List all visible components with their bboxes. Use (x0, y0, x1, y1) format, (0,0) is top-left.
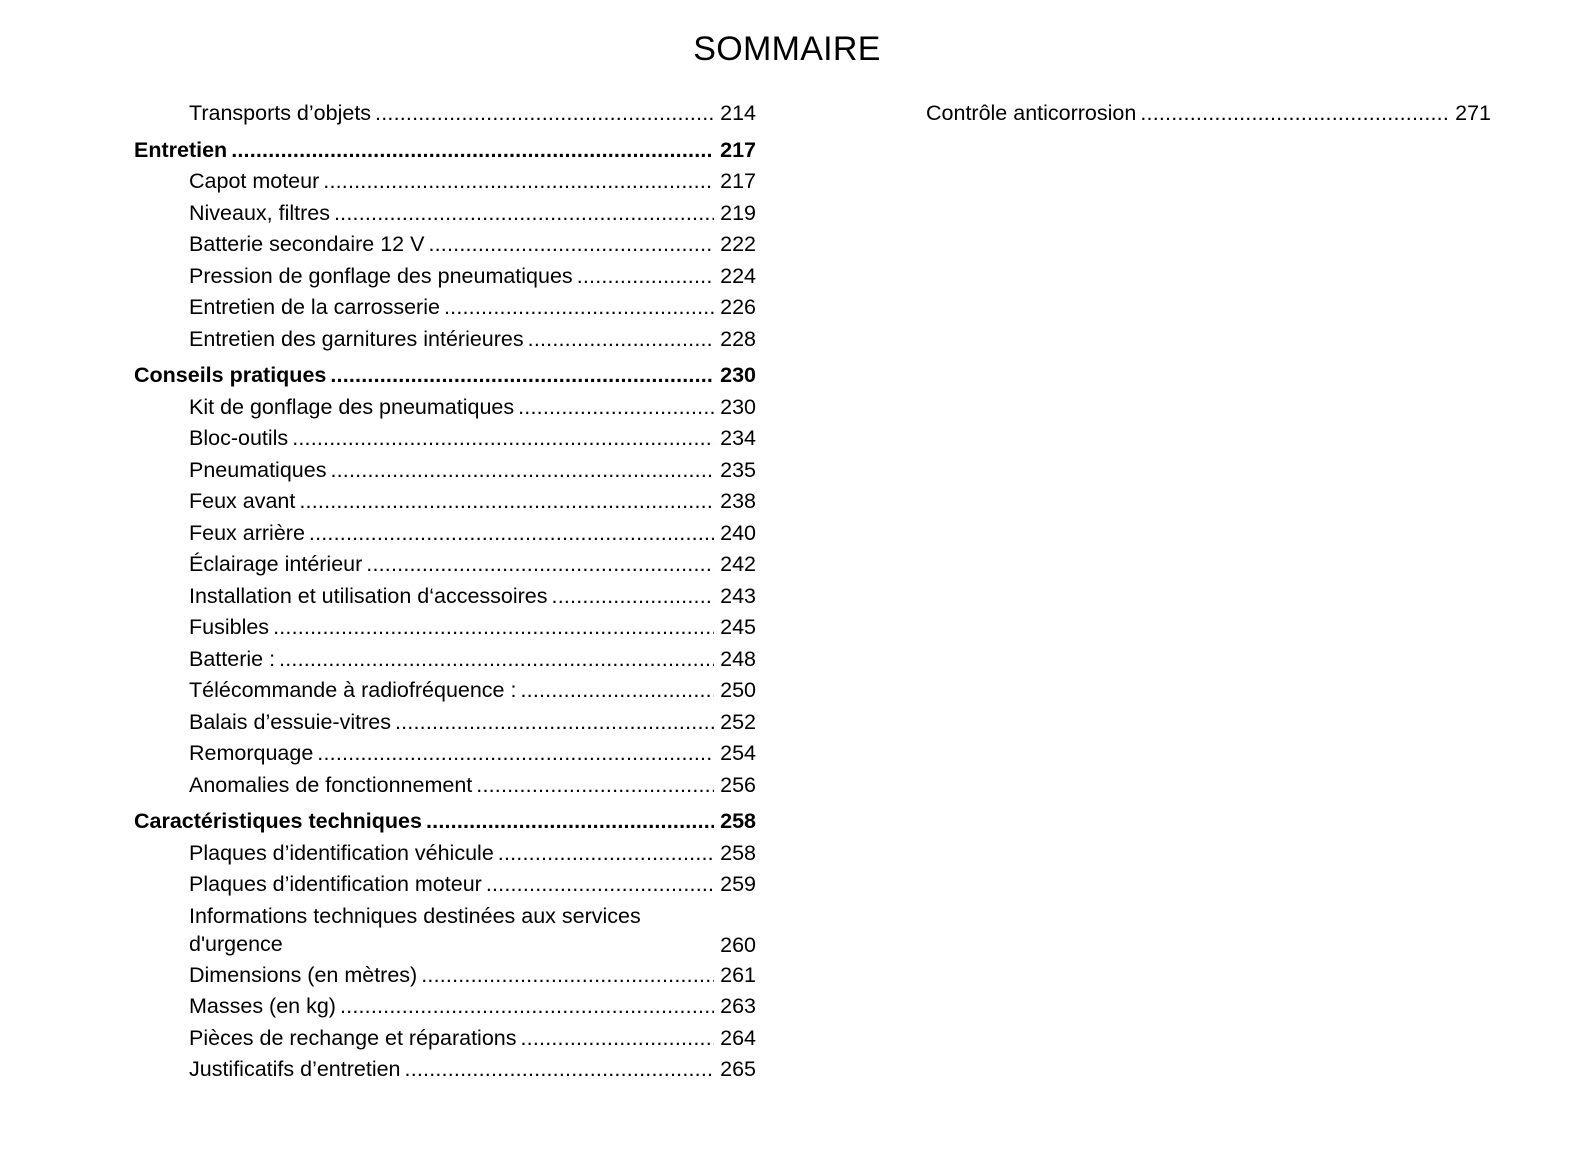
toc-entry-label: Bloc-outils (189, 426, 289, 450)
toc-section[interactable] (134, 362, 756, 394)
toc-section-page: 258 (720, 809, 756, 833)
toc-entry-label: Batterie secondaire 12 V (189, 232, 425, 256)
toc-entry-page: 263 (720, 994, 756, 1018)
toc-section-page: 217 (720, 137, 756, 162)
toc-entry-label: Feux avant (189, 489, 296, 513)
toc-entry[interactable] (134, 168, 756, 200)
dot-leader (309, 520, 714, 546)
dot-leader (444, 294, 714, 320)
toc-section[interactable] (134, 808, 756, 840)
toc-entry-label: Télécommande à radiofréquence : (189, 678, 517, 702)
toc-entry[interactable] (134, 903, 756, 962)
toc-entry-label: Feux arrière (189, 520, 305, 545)
toc-entry[interactable] (134, 871, 756, 903)
toc-entry-page: 230 (720, 394, 756, 419)
toc-entry-label: Dimensions (en mètres) (189, 962, 418, 987)
toc-entry[interactable] (134, 520, 756, 552)
toc-entry-label: Entretien des garnitures intérieures (189, 326, 524, 351)
toc-entry-label: Éclairage intérieur (189, 552, 363, 576)
toc-entry[interactable] (134, 740, 756, 772)
toc-entry-page: 254 (720, 741, 756, 765)
dot-leader (498, 840, 714, 866)
toc-entry[interactable] (134, 772, 756, 804)
toc-entry-page: 260 (720, 932, 756, 957)
toc-entry-page: 217 (720, 169, 756, 193)
dot-leader (426, 808, 714, 834)
dot-leader (231, 137, 714, 163)
dot-leader (552, 583, 715, 609)
dot-leader (366, 551, 714, 577)
toc-entry-page: 240 (720, 520, 756, 545)
dot-leader (323, 168, 714, 194)
dot-leader (375, 100, 714, 126)
toc-entry[interactable] (134, 200, 756, 232)
dot-leader (476, 772, 714, 798)
toc-entry[interactable] (134, 840, 756, 872)
toc-entry[interactable] (134, 100, 756, 132)
toc-entry-page: 235 (720, 457, 756, 482)
toc-section-page: 230 (720, 363, 756, 387)
toc-entry-page: 271 (1455, 101, 1491, 125)
toc-entry[interactable] (134, 646, 756, 678)
toc-entry-label: Justificatifs d’entretien (189, 1057, 401, 1081)
toc-entry-label: Transports d’objets (189, 101, 372, 125)
toc-entry-page: 259 (720, 872, 756, 896)
toc-section-label: Entretien (134, 137, 228, 162)
dot-leader (428, 231, 714, 257)
toc-entry[interactable] (134, 425, 756, 457)
toc-entry-page: 256 (720, 772, 756, 797)
toc-entry[interactable] (134, 294, 756, 326)
toc-entry-label: Entretien de la carrosserie (189, 295, 440, 319)
toc-entry-page: 265 (720, 1057, 756, 1081)
toc-entry[interactable] (134, 677, 756, 709)
dot-leader (299, 488, 714, 514)
toc-entry[interactable] (134, 488, 756, 520)
toc-left-column (134, 100, 756, 1088)
dot-leader (330, 362, 714, 388)
toc-entry[interactable] (134, 231, 756, 263)
toc-entry[interactable] (134, 993, 756, 1025)
dot-leader (405, 1056, 715, 1082)
toc-entry-page: 222 (720, 232, 756, 256)
toc-entry[interactable] (134, 1056, 756, 1088)
toc-entry[interactable] (134, 583, 756, 615)
dot-leader (518, 394, 714, 420)
dot-leader (279, 646, 714, 672)
dot-leader (713, 932, 714, 958)
toc-section-label: Caractéristiques techniques (134, 809, 422, 833)
toc-entry-label: Pièces de rechange et réparations (189, 1025, 517, 1050)
dot-leader (577, 263, 714, 289)
toc-entry-label: Remorquage (189, 741, 314, 765)
toc-entry-page: 250 (720, 678, 756, 702)
toc-entry[interactable] (134, 709, 756, 741)
toc-section-label: Conseils pratiques (134, 363, 327, 387)
toc-entry-page: 252 (720, 709, 756, 734)
toc-entry-page: 228 (720, 326, 756, 351)
toc-entry-page: 258 (720, 840, 756, 865)
toc-entry-label: Kit de gonflage des pneumatiques (189, 394, 515, 419)
dot-leader (528, 326, 714, 352)
toc-entry-page: 243 (720, 583, 756, 608)
toc-entry-label: Plaques d’identification véhicule (189, 840, 494, 865)
dot-leader (292, 425, 714, 451)
toc-entry-label: Pression de gonflage des pneumatiques (189, 263, 573, 288)
toc-entry-page: 261 (720, 962, 756, 987)
toc-entry[interactable] (134, 394, 756, 426)
dot-leader (334, 200, 714, 226)
toc-entry-label: Balais d’essuie-vitres (189, 709, 391, 734)
dot-leader (317, 740, 714, 766)
dot-leader (486, 871, 714, 897)
toc-entry-page: 245 (720, 615, 756, 639)
toc-entry[interactable] (134, 263, 756, 295)
toc-entry-label: Capot moteur (189, 169, 320, 193)
dot-leader (340, 993, 714, 1019)
toc-entry-page: 234 (720, 426, 756, 450)
toc-entry-label: Pneumatiques (189, 457, 327, 482)
toc-entry[interactable] (134, 326, 756, 358)
toc-entry[interactable] (134, 1025, 756, 1057)
dot-leader (1140, 100, 1449, 126)
toc-entry[interactable] (134, 457, 756, 489)
toc-entry-page: 219 (720, 200, 756, 225)
toc-entry-label: Niveaux, filtres (189, 200, 330, 225)
dot-leader (421, 962, 714, 988)
toc-entry-label: Batterie : (189, 646, 276, 671)
toc-entry-label: Installation et utilisation d‘accessoires (189, 583, 548, 608)
toc-entry-label: Plaques d’identification moteur (189, 872, 482, 896)
dot-leader (273, 614, 714, 640)
dot-leader (395, 709, 714, 735)
page-title: SOMMAIRE (693, 30, 881, 68)
toc-entry-page: 242 (720, 552, 756, 576)
toc-entry-page: 224 (720, 263, 756, 288)
dot-leader (521, 1025, 715, 1051)
toc-entry-page: 214 (720, 101, 756, 125)
toc-entry[interactable] (134, 962, 756, 994)
toc-entry-label: Anomalies de fonctionnement (189, 772, 473, 797)
toc-entry-label: Contrôle anticorrosion (926, 101, 1137, 125)
toc-section[interactable] (134, 137, 756, 169)
toc-entry-page: 264 (720, 1025, 756, 1050)
toc-entry-page: 238 (720, 489, 756, 513)
toc-entry-label: Informations techniques destinées aux services d'urgence (189, 903, 641, 956)
toc-entry-label: Masses (en kg) (189, 994, 336, 1018)
dot-leader (520, 677, 714, 703)
toc-entry-page: 248 (720, 646, 756, 671)
toc-entry-label: Fusibles (189, 615, 270, 639)
toc-right-column (926, 100, 1491, 132)
dot-leader (330, 457, 714, 483)
toc-entry-page: 226 (720, 295, 756, 319)
toc-entry[interactable] (134, 551, 756, 583)
toc-entry[interactable] (134, 614, 756, 646)
toc-entry[interactable] (926, 100, 1491, 132)
